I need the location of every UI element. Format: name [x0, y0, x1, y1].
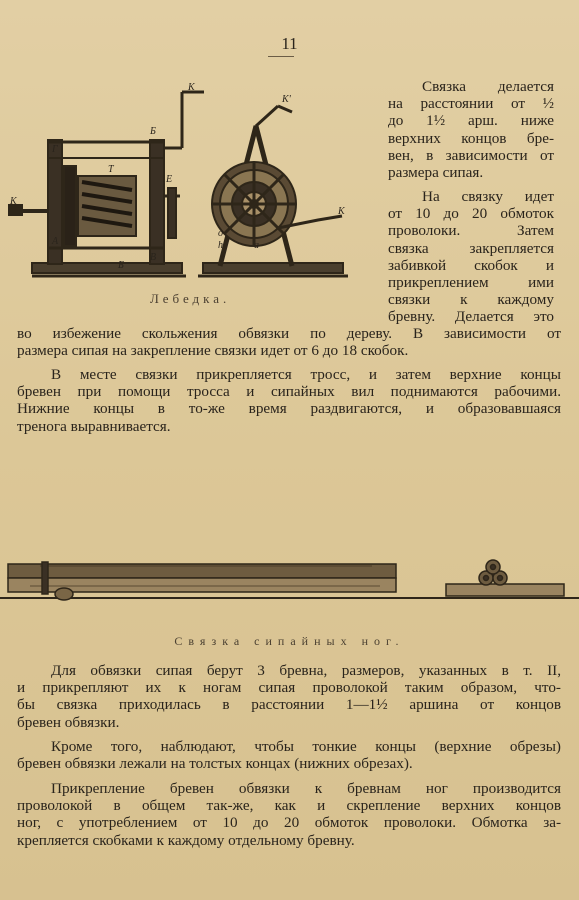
text-line: Нижние концы в то-же время раздвигаются, и образовавшаяся — [17, 400, 561, 418]
text-line: размера сипая на закрепление связки идет от 6 до 18 скобок. — [17, 342, 409, 360]
text-line: бревну. Делается это — [388, 308, 554, 326]
text-line: бы связка приходилась в расстоянии 1—1½ аршина от концов — [17, 696, 561, 714]
paragraph-3 — [17, 366, 561, 435]
text-line: на расстоянии от ½ — [388, 95, 554, 113]
text-line: размера сипая. — [388, 164, 484, 182]
text-line: ног, с употреблением от 10 до 20 обмоток проволоки. Обмотка за- — [17, 814, 561, 832]
winch-illustration — [8, 78, 380, 293]
text-line: бревен обвязки. — [17, 713, 120, 731]
svg-text:о: о — [218, 228, 223, 239]
text-line: Прикрепление бревен обвязки к бревнам ног производится — [51, 780, 561, 797]
svg-text:К: К — [10, 196, 17, 207]
text-line: и прикрепляют их к ногам сипая проволокой таким образом, что- — [17, 679, 561, 697]
svg-text:А: А — [52, 236, 59, 247]
svg-text:Б: Б — [150, 126, 156, 137]
svg-text:а: а — [254, 240, 259, 251]
text-line: тренога выравнивается. — [17, 417, 171, 435]
text-line: Для обвязки сипая берут 3 бревна, размеров, указанных в т. II, — [51, 662, 561, 679]
svg-text:К': К' — [282, 94, 291, 105]
page-number-rule — [268, 56, 294, 57]
text-line: проволокой в общем так-же, как и скрепление верхних концов — [17, 797, 561, 815]
svg-text:Г: Г — [52, 144, 58, 155]
paragraph-2 — [388, 188, 554, 326]
paragraph-2-continued — [17, 325, 561, 359]
svg-text:Е: Е — [166, 174, 173, 185]
text-line: Кроме того, наблюдают, чтобы тонкие концы (верхние обрезы) — [51, 738, 561, 755]
svg-text:К: К — [188, 82, 195, 93]
text-line: прикреплением ими — [388, 274, 554, 292]
paragraph-5 — [17, 738, 561, 772]
svg-text:В: В — [150, 252, 157, 263]
text-line: проволоки. Затем — [388, 222, 554, 240]
svg-text:h: h — [218, 240, 223, 251]
text-line: бревен при помощи тросса и сипайных вил поднимаются рабочими. — [17, 383, 561, 401]
svg-text:Т: Т — [108, 164, 114, 175]
paragraph-6 — [17, 780, 561, 849]
binding-caption: Связка сипайных ног. — [174, 634, 405, 648]
winch-caption: Лебедка. — [150, 291, 231, 306]
text-line: забивкой скобок и — [388, 256, 554, 274]
svg-text:Б: Б — [118, 260, 124, 271]
text-line: связки к каждому — [388, 291, 554, 309]
text-line: бревен обвязки лежали на толстых концах (нижних обрезах). — [17, 755, 413, 773]
text-line: В месте связки прикрепляется тросс, и затем верхние концы — [51, 366, 561, 383]
text-line: крепляется скобками к каждому отдельному бревну. — [17, 831, 355, 849]
text-line: Связка делается — [422, 78, 554, 95]
log-binding-illustration — [0, 548, 579, 608]
paragraph-1 — [388, 78, 554, 181]
text-line: верхних концов бре- — [388, 129, 554, 147]
text-line: связка закрепляется — [388, 239, 554, 257]
text-line: На связку идет — [422, 188, 554, 205]
text-line: до 1½ арш. ниже — [388, 112, 554, 130]
text-line: во избежение скольжения обвязки по дереву. В зависимости от — [17, 325, 561, 342]
text-line: от 10 до 20 обмоток — [388, 205, 554, 223]
paragraph-4 — [17, 662, 561, 731]
text-line: вен, в зависимости от — [388, 146, 554, 164]
svg-text:K: K — [338, 206, 345, 217]
page-number: 11 — [281, 34, 298, 53]
